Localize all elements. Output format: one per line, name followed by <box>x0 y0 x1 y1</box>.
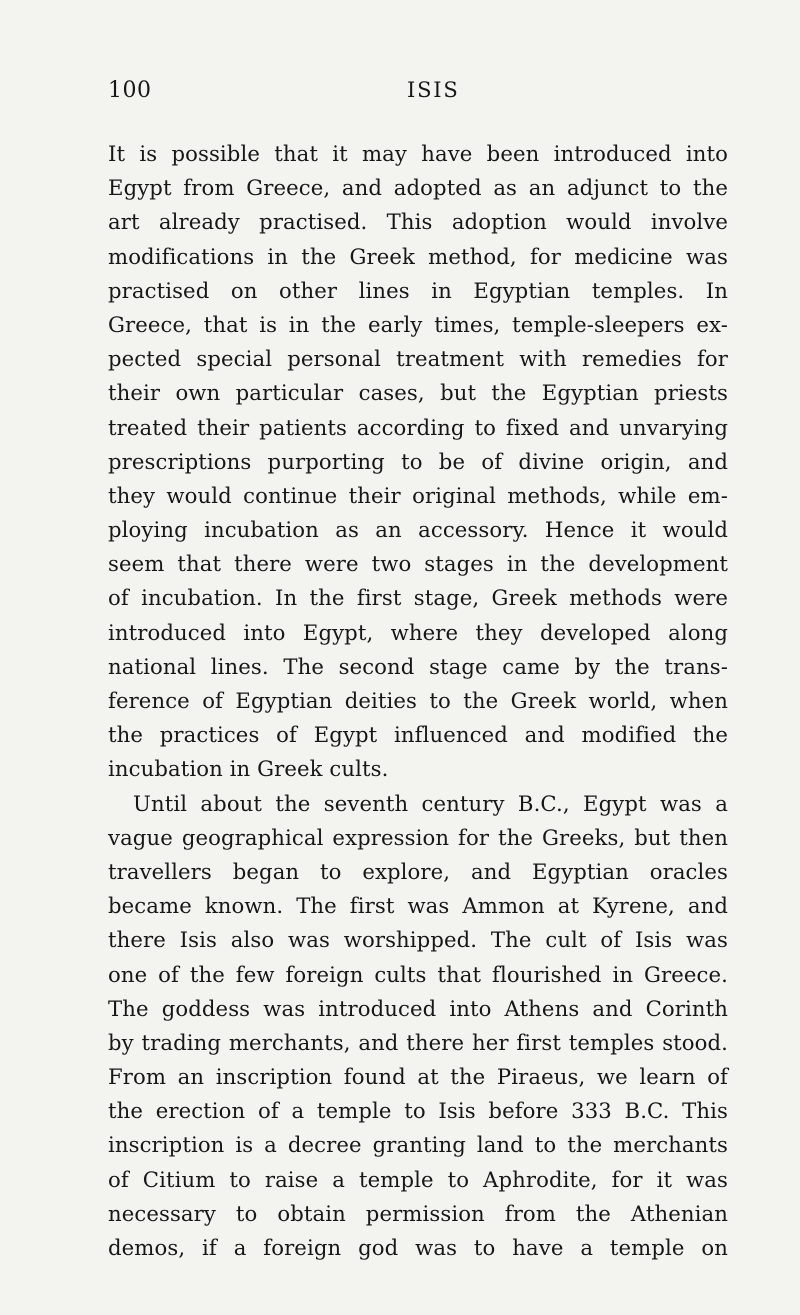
text-line: became known. The first was Ammon at Kyrene, and <box>108 893 728 919</box>
text-line: ploying incubation as an accessory. Hence it would <box>108 517 728 543</box>
text-line: Egypt from Greece, and adopted as an adjunct to the <box>108 175 728 201</box>
text-line: The goddess was introduced into Athens and Corinth <box>108 995 728 1021</box>
text-line: treated their patients according to fixed and unvarying <box>108 414 728 440</box>
text-line: introduced into Egypt, where they developed along <box>108 619 728 645</box>
body-text <box>108 137 728 1265</box>
text-line: they would continue their original methods, while em- <box>108 482 728 508</box>
text-line: national lines. The second stage came by the trans- <box>108 653 728 679</box>
text-line: of Citium to raise a temple to Aphrodite, for it was <box>108 1166 728 1192</box>
text-line: necessary to obtain permission from the Athenian <box>108 1200 728 1226</box>
text-line: their own particular cases, but the Egyptian priests <box>108 380 728 406</box>
text-line: seem that there were two stages in the development <box>108 551 728 577</box>
text-line: It is possible that it may have been introduced into <box>108 141 728 166</box>
text-line: art already practised. This adoption would involve <box>108 209 728 235</box>
text-line: of incubation. In the first stage, Greek methods were <box>108 585 728 611</box>
text-line: travellers began to explore, and Egyptian oracles <box>108 858 728 884</box>
paragraph-first-line: Until about the seventh century B.C., Egypt was a <box>133 790 728 816</box>
text-line: inscription is a decree granting land to the merchants <box>108 1132 728 1158</box>
text-line: practised on other lines in Egyptian temples. In <box>108 277 728 303</box>
running-head: ISIS <box>407 78 460 102</box>
paragraph-last-line: incubation in Greek cults. <box>108 756 389 782</box>
page-number: 100 <box>108 78 152 103</box>
text-line: one of the few foreign cults that flourished in Greece. <box>108 961 728 987</box>
text-line: by trading merchants, and there her first temples stood. <box>108 1029 728 1055</box>
text-line: demos, if a foreign god was to have a temple on <box>108 1235 728 1260</box>
text-line: prescriptions purporting to be of divine origin, and <box>108 448 728 474</box>
text-line: ference of Egyptian deities to the Greek world, when <box>108 688 728 713</box>
text-line: the erection of a temple to Isis before 333 B.C. This <box>108 1098 728 1124</box>
text-line: modifications in the Greek method, for medicine was <box>108 243 728 269</box>
text-line: From an inscription found at the Piraeus, we learn of <box>108 1064 728 1090</box>
text-line: Greece, that is in the early times, temple-sleepers ex- <box>108 311 728 337</box>
text-line: there Isis also was worshipped. The cult of Isis was <box>108 927 728 953</box>
text-line: vague geographical expression for the Greeks, but then <box>108 824 728 850</box>
text-line: pected special personal treatment with remedies for <box>108 346 728 372</box>
page-header <box>108 78 728 112</box>
text-line: the practices of Egypt influenced and modified the <box>108 722 728 748</box>
